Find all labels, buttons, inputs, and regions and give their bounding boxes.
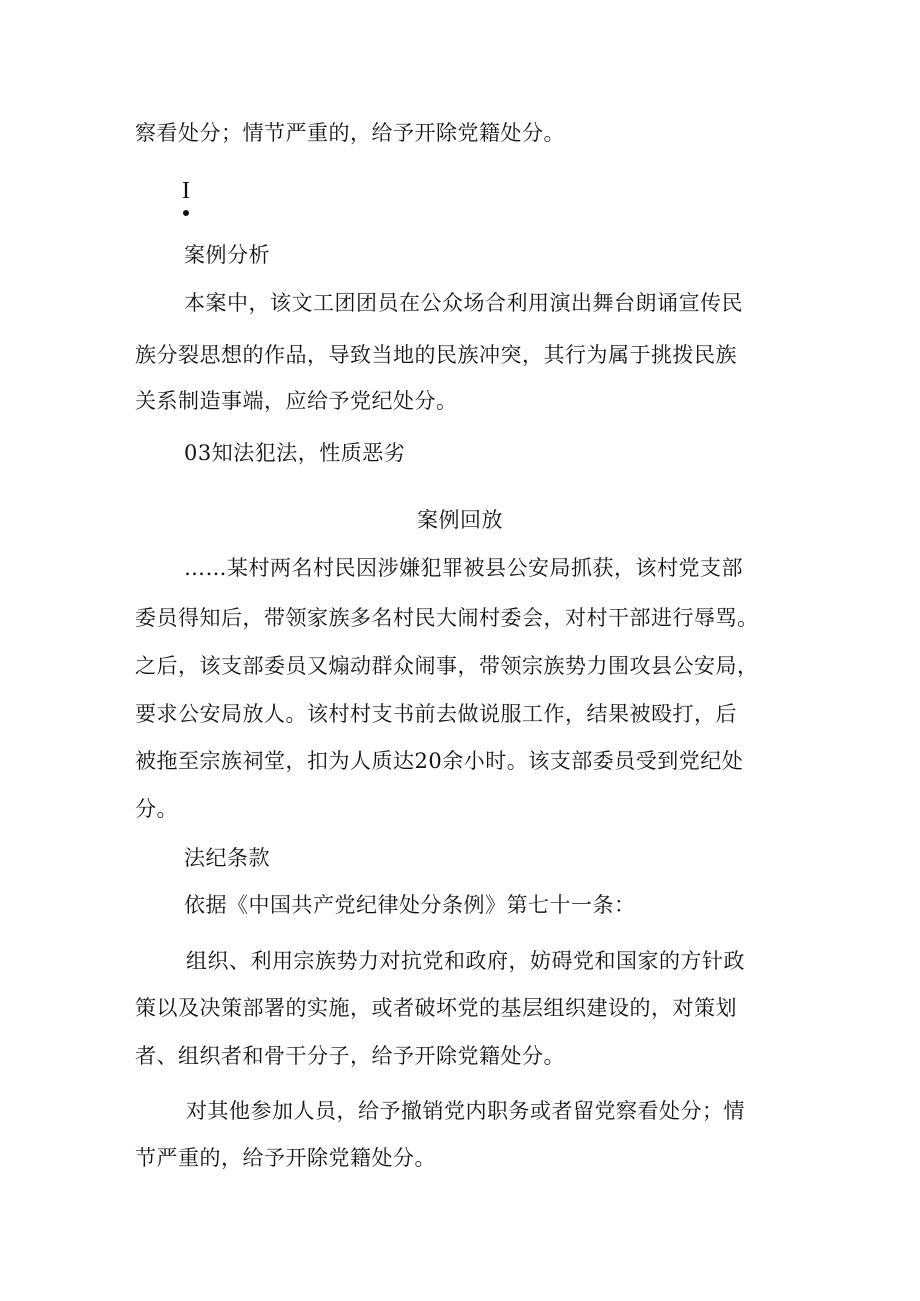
body-text-line: 节严重的，给予开除党籍处分。 <box>135 1146 436 1170</box>
body-text-line: 依据《中国共产党纪律处分条例》第七十一条： <box>184 893 636 917</box>
heading-case-analysis: 案例分析 <box>184 243 270 267</box>
body-text-line: 策以及决策部署的实施，或者破坏党的基层组织建设的，对策划 <box>135 996 737 1020</box>
section-marker-roman: I <box>182 178 190 204</box>
body-text-line: 分。 <box>135 797 178 821</box>
body-text-line: 本案中，该文工团团员在公众场合利用演出舞台朗诵宣传民 <box>184 291 743 315</box>
body-text-line: 族分裂思想的作品，导致当地的民族冲突，其行为属于挑拨民族 <box>135 343 737 367</box>
body-text-line: 之后，该支部委员又煽动群众闹事，带领宗族势力围攻县公安局， <box>135 654 759 678</box>
body-text-line: 对其他参加人员，给予撤销党内职务或者留党察看处分；情 <box>186 1099 745 1123</box>
body-text-line: ……某村两名村民因涉嫌犯罪被县公安局抓获，该村党支部 <box>184 556 743 580</box>
body-text-line: 察看处分；情节严重的，给予开除党籍处分。 <box>135 121 565 145</box>
heading-case-replay: 案例回放 <box>417 508 503 532</box>
body-text-line: 关系制造事端，应给予党纪处分。 <box>135 389 458 413</box>
body-text-line: 委员得知后，带领家族多名村民大闹村委会，对村干部进行辱骂。 <box>135 606 759 630</box>
bullet-dot-icon <box>183 210 189 216</box>
body-text-line: 者、组织者和骨干分子，给予开除党籍处分。 <box>135 1044 565 1068</box>
section-heading: 03知法犯法，性质恶劣 <box>184 441 406 465</box>
body-text-line: 组织、利用宗族势力对抗党和政府，妨碍党和国家的方针政 <box>186 949 745 973</box>
body-text-line: 被拖至宗族祠堂，扣为人质达20余小时。该支部委员受到党纪处 <box>135 749 744 773</box>
body-text-line: 要求公安局放人。该村村支书前去做说服工作，结果被殴打，后 <box>135 702 737 726</box>
heading-law-clause: 法纪条款 <box>184 846 270 870</box>
